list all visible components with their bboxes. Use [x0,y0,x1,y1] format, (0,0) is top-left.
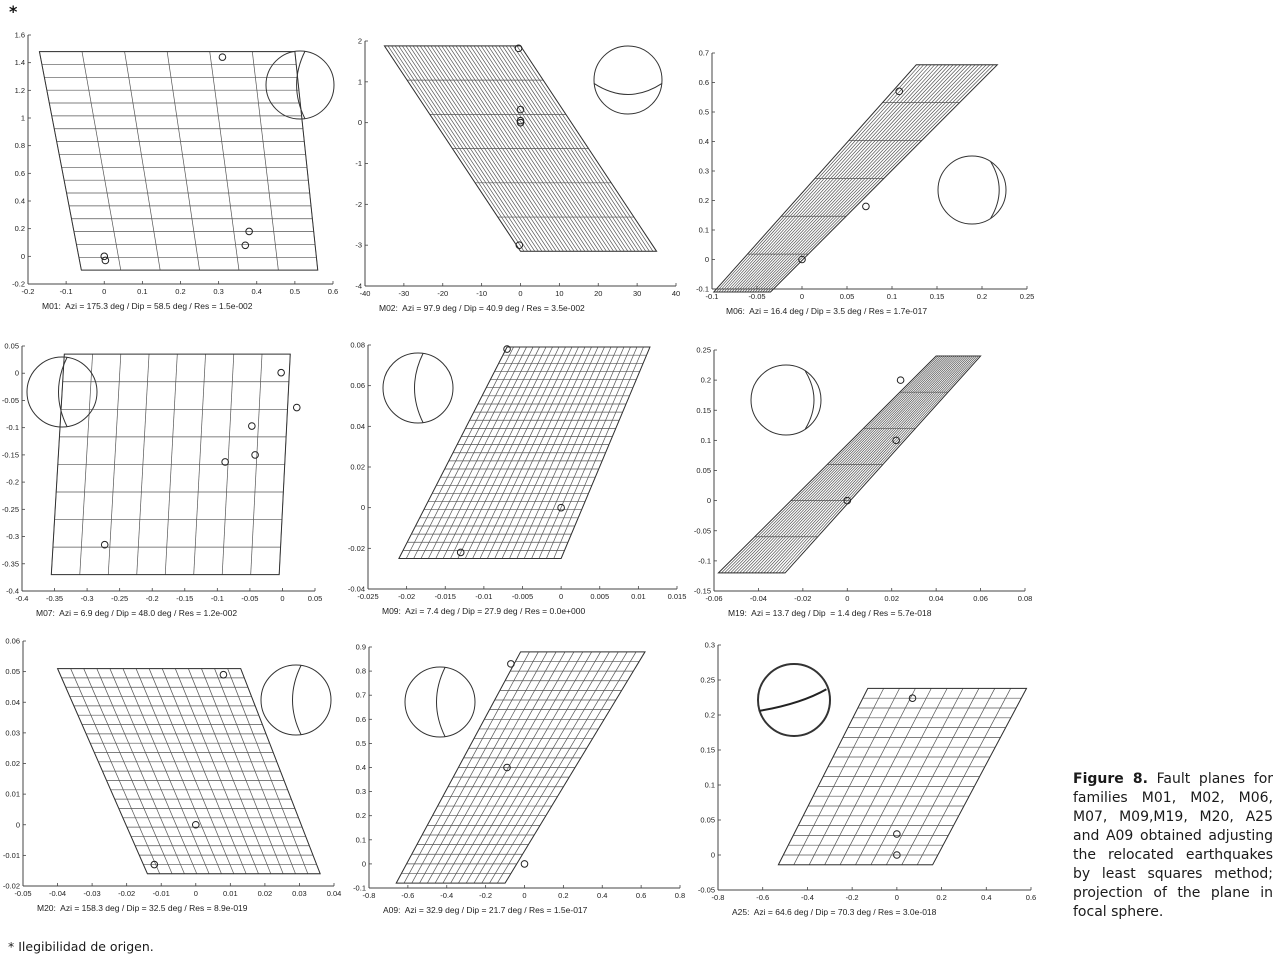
panel-m01 [12,31,338,297]
y-tick-label: -0.05 [693,526,711,536]
y-tick-label: -3 [355,240,362,250]
y-tick-label: 0.4 [14,196,25,206]
y-tick-label: 0.3 [355,787,366,797]
y-tick-label: 0.15 [700,745,715,755]
x-tick-label: -0.025 [357,592,379,601]
x-tick-label: -0.2 [21,287,35,296]
y-tick-label: 0.04 [350,421,365,431]
x-tick-label: 0 [280,594,285,603]
plane-grid-line [167,52,199,271]
x-tick-label: -0.2 [845,893,859,902]
sphere-outline [405,667,475,737]
panel-m06 [696,49,1034,302]
panel-m09 [348,341,687,602]
y-tick-label: -0.02 [347,543,365,553]
plane-grid-line [252,52,278,271]
y-tick-label: 0.2 [704,710,715,720]
x-tick-label: 0.04 [928,594,944,603]
x-tick-label: 0 [845,594,850,603]
earthquake-point [896,88,903,95]
y-tick-label: -0.3 [6,532,19,542]
y-tick-label: 1.4 [14,58,25,68]
sphere-outline [383,353,453,423]
earthquake-point [517,106,524,113]
x-tick-label: -0.015 [434,592,456,601]
fault-plane-trace [293,665,302,735]
x-tick-label: 0.4 [251,287,262,296]
y-tick-label: 0.2 [698,196,709,205]
x-tick-label: 0.03 [292,889,307,898]
y-tick-label: 0.04 [5,697,20,707]
y-tick-label: -0.2 [6,477,19,487]
x-tick-label: -0.02 [794,594,812,603]
x-tick-label: 0.2 [936,893,947,902]
x-tick-label: -0.03 [83,889,101,898]
y-tick-label: 0.05 [696,466,711,475]
y-tick-label: 1 [20,113,25,123]
x-tick-label: 0.8 [674,891,686,900]
focal-sphere-icon [751,365,821,435]
y-tick-label: 0.5 [355,738,366,748]
x-tick-label: 0.5 [289,287,301,296]
panel-caption-m09: M09: Azi = 7.4 deg / Dip = 27.9 deg / Res = 0.0e+000 [382,606,586,616]
y-tick-label: 0.06 [5,636,20,646]
y-tick-label: 0.25 [696,345,711,355]
fault-plane-trace [594,83,662,94]
y-tick-label: 0.2 [355,811,366,821]
x-tick-label: 0.05 [307,594,323,603]
fault-plane-trace [437,667,446,737]
y-tick-label: -0.15 [1,450,19,460]
x-tick-label: 0.015 [667,592,687,601]
y-tick-label: 0 [20,251,25,261]
x-tick-label: 0 [102,287,107,296]
focal-sphere-icon [938,156,1006,224]
x-tick-label: -0.4 [15,594,29,603]
y-tick-label: 0.15 [696,405,711,415]
y-tick-label: -0.2 [12,279,25,289]
earthquake-point [219,54,226,61]
sphere-outline [594,46,662,114]
earthquake-point [220,671,227,678]
x-tick-label: 0.08 [1017,594,1033,603]
x-tick-label: 10 [555,289,564,298]
y-tick-label: 0.3 [698,166,709,176]
earthquake-point [278,369,285,376]
x-tick-label: -0.4 [440,891,454,900]
y-tick-label: 0.5 [698,107,709,117]
x-tick-label: -0.01 [475,592,493,601]
x-tick-label: 0 [799,292,805,301]
x-tick-label: 0 [193,889,198,898]
y-tick-label: -1 [355,159,362,168]
y-tick-label: 0.7 [355,690,366,700]
earthquake-point [863,203,870,210]
plane-grid-line [82,52,121,271]
x-tick-label: 20 [594,289,603,298]
earthquake-point [893,437,900,444]
y-tick-label: 0 [15,820,20,830]
x-tick-label: 0.3 [213,287,224,296]
fault-plane-trace [760,689,827,711]
y-tick-label: 0 [361,859,366,869]
x-tick-label: -0.2 [479,891,493,900]
y-tick-label: 0.1 [355,835,366,845]
y-tick-label: 0.05 [700,815,715,825]
panel-caption-m01: M01: Azi = 175.3 deg / Dip = 58.5 deg / Res = 1.5e-002 [42,301,253,311]
panel-a09 [353,643,685,901]
y-tick-label: -0.01 [2,850,20,860]
x-tick-label: 0.06 [973,594,988,603]
y-tick-label: -0.05 [1,395,19,405]
earthquake-point [242,242,249,249]
sphere-outline [261,665,331,735]
x-tick-label: -0.05 [14,889,32,898]
x-tick-label: -0.8 [711,893,725,902]
y-tick-label: 0 [360,503,365,513]
x-tick-label: -0.005 [511,592,534,601]
panel-caption-a25: A25: Azi = 64.6 deg / Dip = 70.3 deg / Res = 3.0e-018 [732,907,937,917]
x-tick-label: 0 [522,891,527,900]
y-tick-label: 0.01 [5,789,20,799]
x-tick-label: -10 [476,289,488,298]
x-tick-label: 0.6 [1025,893,1037,902]
y-tick-label: 0 [704,255,709,264]
plane-grid-line [210,52,239,271]
figure-label: Figure 8. [1073,771,1148,787]
panel-caption-m02: M02: Azi = 97.9 deg / Dip = 40.9 deg / Res = 3.5e-002 [379,303,585,313]
x-tick-label: 0.1 [137,287,148,296]
earthquake-point [897,377,904,384]
x-tick-label: -0.1 [59,287,73,296]
y-tick-label: 0.9 [355,642,366,652]
x-tick-label: 0.05 [839,292,855,301]
focal-sphere-icon [405,667,475,737]
earthquake-point [252,452,259,459]
y-tick-label: 0.03 [5,728,20,738]
x-tick-label: -0.1 [210,594,224,603]
y-tick-label: -0.1 [353,883,366,893]
y-tick-label: -4 [355,281,362,291]
y-tick-label: 1 [357,77,362,87]
x-tick-label: 0.2 [976,292,988,301]
sphere-outline [266,51,334,119]
earthquake-point [508,661,515,668]
y-tick-label: -0.35 [1,559,19,569]
focal-sphere-icon [266,51,334,119]
x-tick-label: -0.06 [705,594,723,603]
y-tick-label: -0.1 [698,556,711,566]
panel-caption-m07: M07: Azi = 6.9 deg / Dip = 48.0 deg / Res = 1.2e-002 [36,608,238,618]
x-tick-label: -0.01 [152,889,170,898]
earthquake-point [521,861,528,868]
y-tick-label: 0.2 [700,375,711,385]
x-tick-label: 0.005 [590,592,610,601]
sphere-outline [758,664,830,736]
y-tick-label: 0.8 [14,141,25,151]
fault-plane-outline [39,52,317,271]
y-tick-label: 0 [357,118,362,128]
panel-m19 [694,346,1032,604]
asterisk-mark: * [9,2,18,21]
x-tick-label: -0.02 [118,889,136,898]
y-tick-label: 0.25 [700,675,715,685]
y-tick-label: 0 [14,368,19,378]
x-tick-label: 0.2 [175,287,186,296]
x-tick-label: 30 [632,289,642,298]
x-tick-label: -0.25 [111,594,129,603]
earthquake-point [102,257,109,264]
y-tick-label: -0.15 [693,586,711,596]
earthquake-point [293,404,300,411]
panel-a25 [698,641,1036,903]
panel-caption-m06: M06: Azi = 16.4 deg / Dip = 3.5 deg / Res = 1.7e-017 [726,306,928,316]
x-tick-label: -0.1 [705,292,719,301]
panel-caption-a09: A09: Azi = 32.9 deg / Dip = 21.7 deg / Res = 1.5e-017 [383,905,588,915]
y-tick-label: 0.3 [704,640,715,650]
x-tick-label: 0.02 [884,594,900,603]
panel-caption-m20: M20: Azi = 158.3 deg / Dip = 32.5 deg / Res = 8.9e-019 [37,903,248,913]
earthquake-point [894,831,901,838]
panel-caption-m19: M19: Azi = 13.7 deg / Dip = 1.4 deg / Res = 5.7e-018 [728,608,932,618]
x-tick-label: -0.05 [748,292,766,301]
x-tick-label: -0.8 [362,891,376,900]
x-tick-label: 0.6 [635,891,647,900]
x-tick-label: 0.02 [257,889,273,898]
y-tick-label: 0.4 [698,137,709,146]
panel-m20 [3,637,341,899]
x-tick-label: -0.6 [756,893,770,902]
x-tick-label: 40 [671,289,681,298]
x-tick-label: -0.35 [46,594,64,603]
y-tick-label: 0 [706,496,711,506]
y-tick-label: 0.02 [350,462,365,472]
y-tick-label: 1.2 [14,85,25,95]
x-tick-label: -0.15 [176,594,194,603]
footnote: * Ilegibilidad de origen. [8,939,154,954]
y-tick-label: 0.6 [698,78,709,87]
x-tick-label: -0.02 [398,592,416,601]
y-tick-label: 0.1 [704,780,715,790]
plane-grid-line [125,52,161,271]
x-tick-label: -20 [437,289,449,298]
focal-sphere-icon [594,46,662,114]
sphere-outline [751,365,821,435]
fault-plane-trace [415,353,424,423]
x-tick-label: 0.01 [223,889,238,898]
earthquake-point [249,423,256,430]
y-tick-label: -0.1 [696,284,709,294]
y-tick-label: -0.4 [6,586,19,596]
x-tick-label: 0 [518,289,523,298]
y-tick-label: -2 [355,199,362,209]
x-tick-label: 0.15 [929,292,945,301]
sphere-outline [938,156,1006,224]
x-tick-label: -0.05 [241,594,259,603]
y-tick-label: 0.1 [700,435,711,445]
earthquake-point [101,253,108,260]
y-tick-label: 0.2 [14,224,25,234]
x-tick-label: -0.4 [800,893,814,902]
fault-plane-trace [59,357,68,427]
panel-m02 [355,37,680,299]
y-tick-label: 0.08 [350,340,365,350]
y-tick-label: 0.4 [355,763,366,772]
fault-plane-trace [805,371,814,429]
y-tick-label: -0.04 [347,584,365,594]
focal-sphere-icon [261,665,331,735]
y-tick-label: 0.1 [698,225,709,235]
x-tick-label: 0.6 [327,287,339,296]
x-tick-label: 0.4 [981,893,992,902]
x-tick-label: 0.01 [631,592,646,601]
figure-caption-text: Fault planes for families M01, M02, M06, M07, M09,M19, M20, A25 and A09 obtained adjusting the relocated earthquakes by least squares method; projection of the plane in focal sphere. [1073,771,1274,920]
x-tick-label: 0.04 [326,889,342,898]
x-tick-label: 0 [559,592,564,601]
y-tick-label: -0.05 [697,885,715,895]
y-tick-label: 0.6 [355,714,366,724]
y-tick-label: -0.02 [2,881,20,891]
y-tick-label: 1.6 [14,30,25,40]
y-tick-label: -0.25 [1,504,19,514]
y-tick-label: 0 [710,850,715,860]
focal-sphere-icon [758,664,830,736]
y-tick-label: -0.1 [6,423,19,433]
x-tick-label: 0.25 [1019,292,1035,301]
y-tick-label: 0.06 [350,381,365,391]
x-tick-label: 0.1 [886,292,898,301]
fault-plane-trace [991,162,1000,218]
x-tick-label: 0.2 [558,891,569,900]
x-tick-label: -30 [398,289,410,298]
y-tick-label: 0.05 [4,341,19,351]
y-tick-label: 0.05 [5,667,20,677]
y-tick-label: 2 [357,36,362,46]
y-tick-label: 0.6 [14,168,25,178]
y-tick-label: 0.7 [698,48,709,58]
figure-caption [1073,770,1273,922]
x-tick-label: -0.04 [49,889,67,898]
focal-sphere-icon [383,353,453,423]
x-tick-label: -0.3 [80,594,94,603]
panel-m07 [2,342,322,604]
x-tick-label: -0.2 [145,594,159,603]
x-tick-label: -40 [359,289,371,298]
x-tick-label: 0 [894,893,899,902]
x-tick-label: -0.6 [401,891,415,900]
x-tick-label: 0.4 [597,891,608,900]
y-tick-label: 0.02 [5,759,20,768]
y-tick-label: 0.8 [355,666,366,676]
x-tick-label: -0.04 [749,594,767,603]
